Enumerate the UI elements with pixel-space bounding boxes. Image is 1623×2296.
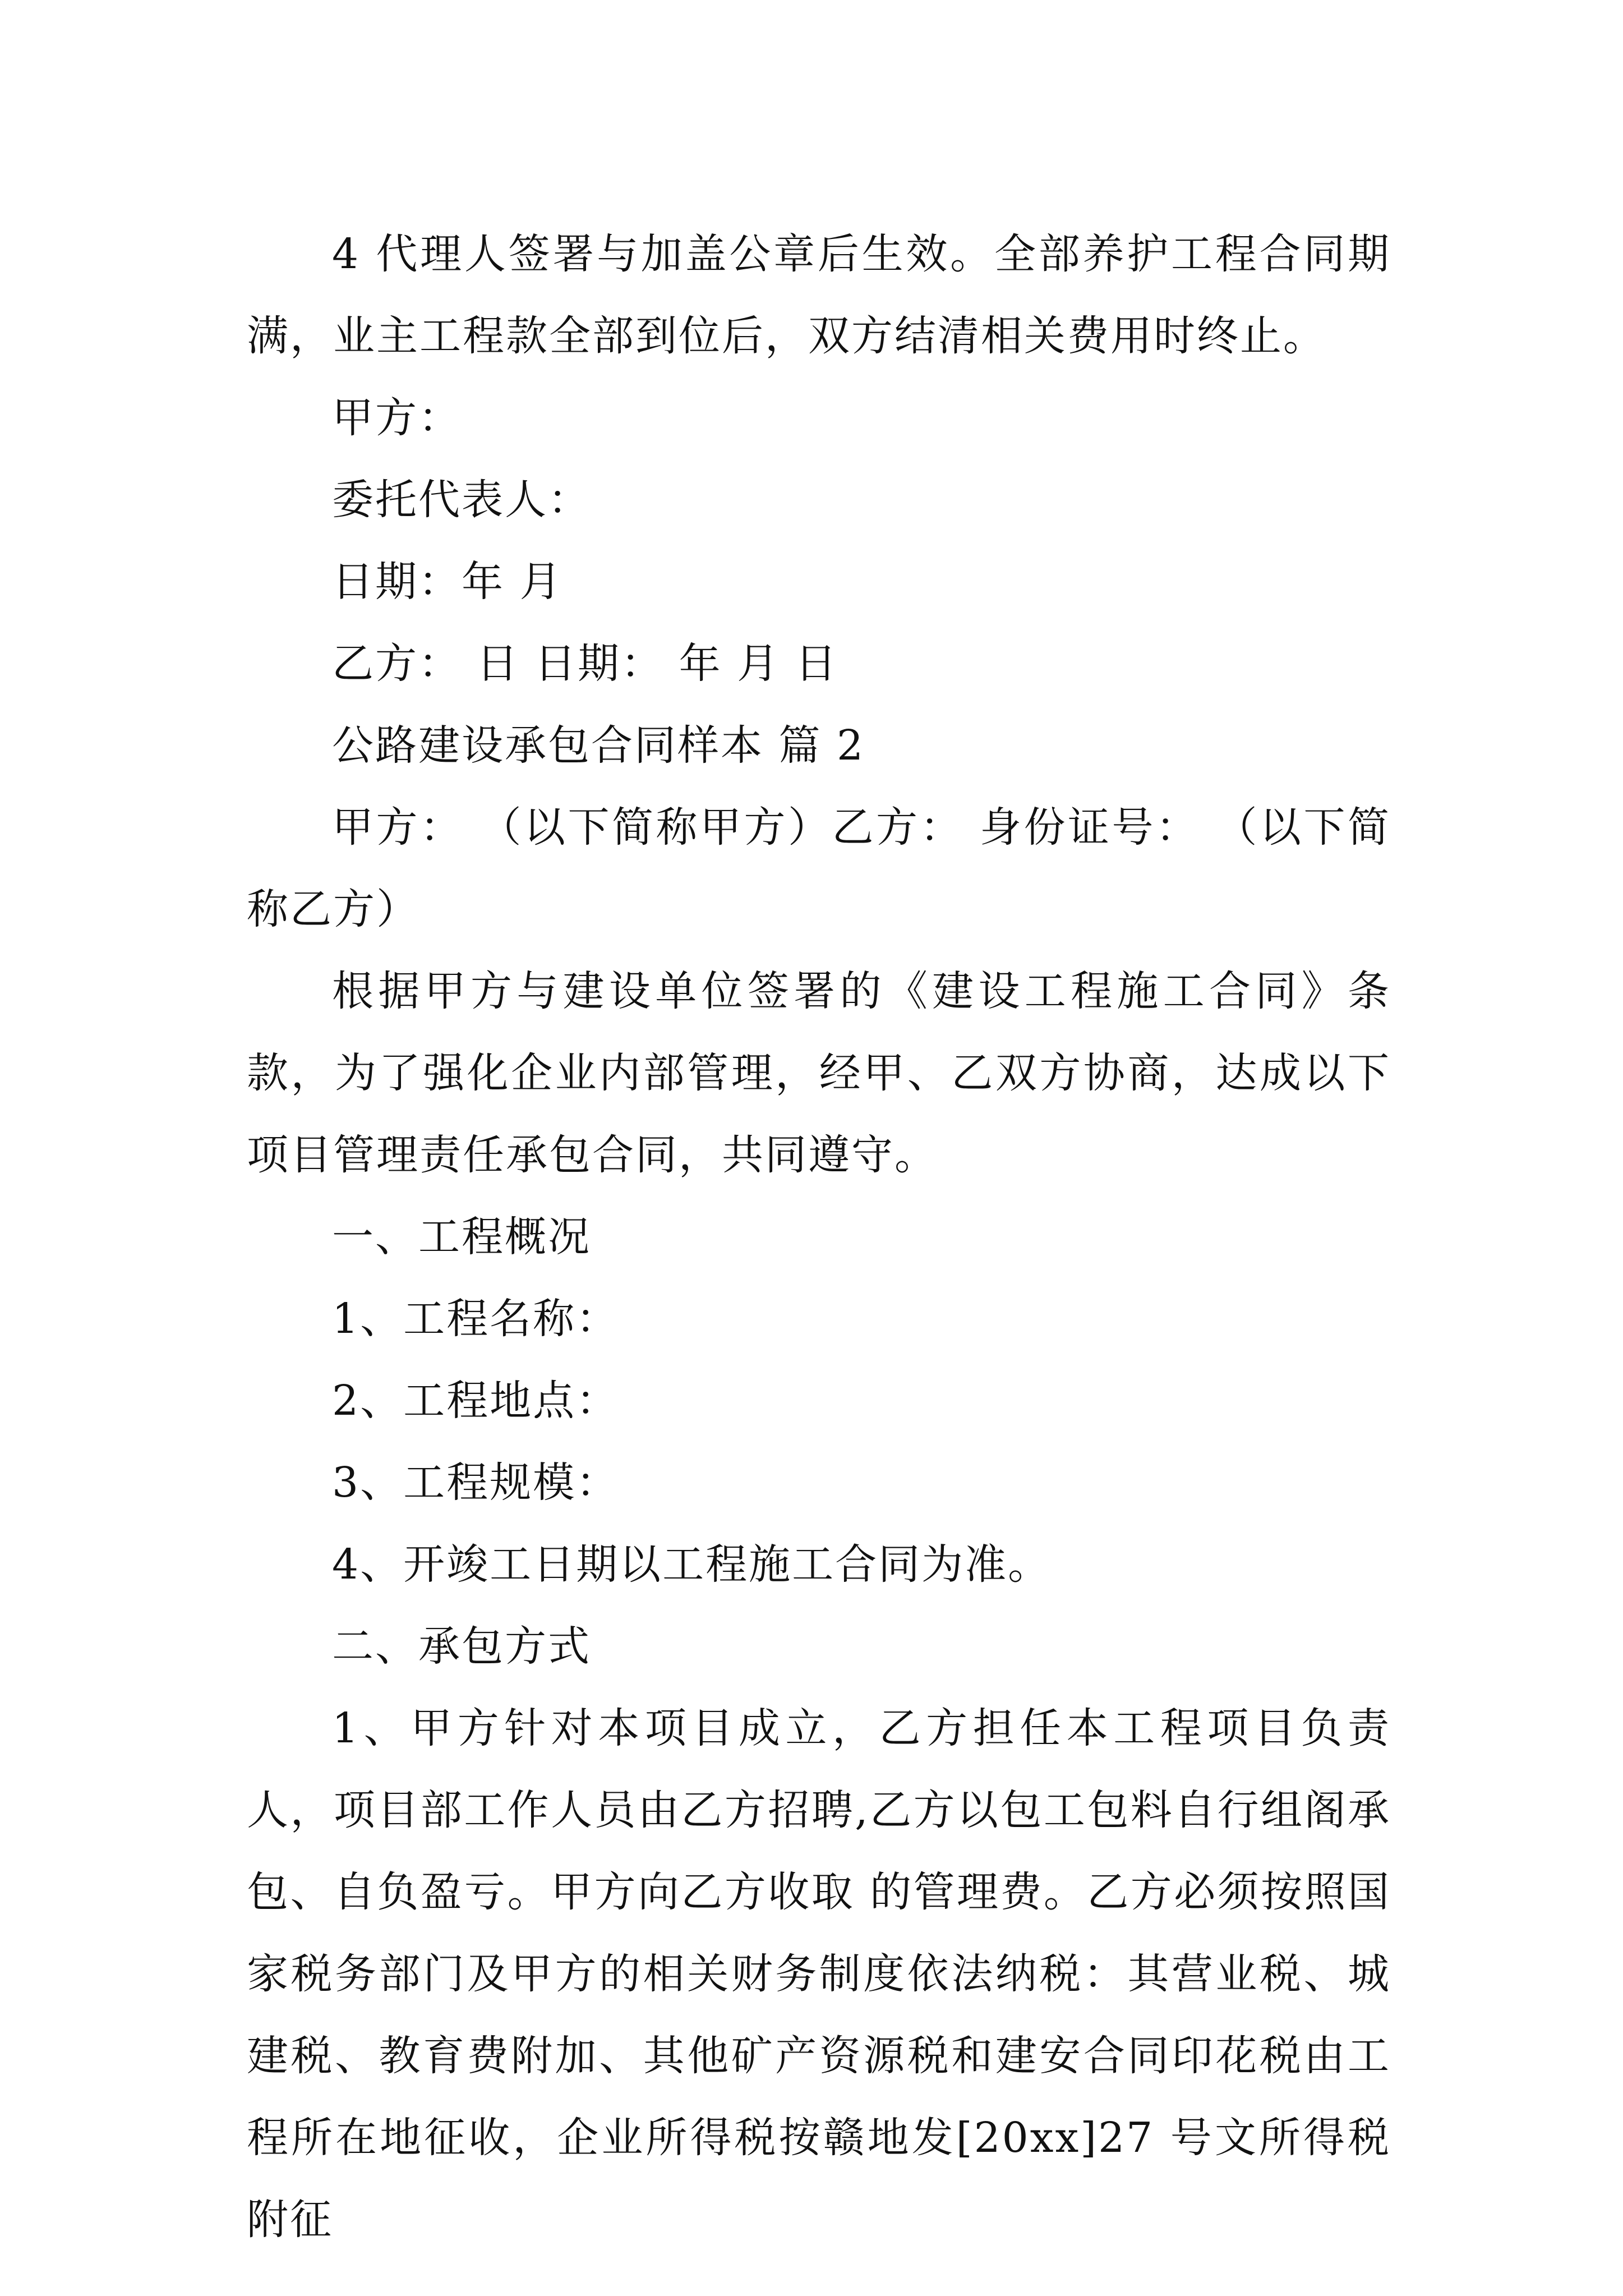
project-dates-item: 4、开竣工日期以工程施工合同为准。 (332, 1540, 1052, 1589)
project-scale-item: 3、工程规模： (332, 1458, 620, 1507)
paragraph-effective-clause: 4 代理人签署与加盖公章后生效。全部养护工程合同期满，业主工程款全部到位后，双方结清相关费用时终止。 (247, 230, 1391, 360)
heading-contracting-method: 二、承包方式 (332, 1622, 591, 1671)
document-body (247, 213, 1391, 2261)
project-location-item: 2、工程地点： (332, 1377, 620, 1425)
contracting-method-paragraph: 1、甲方针对本项目成立，乙方担任本工程项目负责人，项目部工作人员由乙方招聘,乙方以包工包料自行组阁承包、自负盈亏。甲方向乙方收取 的管理费。乙方必须按照国家税务部门及甲方的相关财务制度依法纳税：其营业税、城建税、教育费附加、其他矿产资源税和建安合同印花税由工程所在地征收，企业所得税按赣地发[20xx]27 号文所得税附征 (247, 1704, 1391, 2244)
section-title: 公路建设承包合同样本 篇 2 (332, 721, 865, 770)
authorized-representative-label: 委托代表人： (332, 476, 591, 524)
party-a-label: 甲方： (332, 394, 462, 442)
project-name-item: 1、工程名称： (332, 1295, 620, 1343)
heading-project-overview: 一、工程概况 (332, 1213, 591, 1261)
parties-line: 甲方： （以下简称甲方）乙方： 身份证号： （以下简称乙方） (247, 803, 1391, 933)
party-b-date-line: 乙方： 日 日期： 年 月 日 (332, 639, 838, 688)
preamble-paragraph: 根据甲方与建设单位签署的《建设工程施工合同》条款，为了强化企业内部管理，经甲、乙双方协商，达成以下项目管理责任承包合同，共同遵守。 (247, 967, 1391, 1179)
date-line: 日期：年 月 (332, 558, 563, 606)
